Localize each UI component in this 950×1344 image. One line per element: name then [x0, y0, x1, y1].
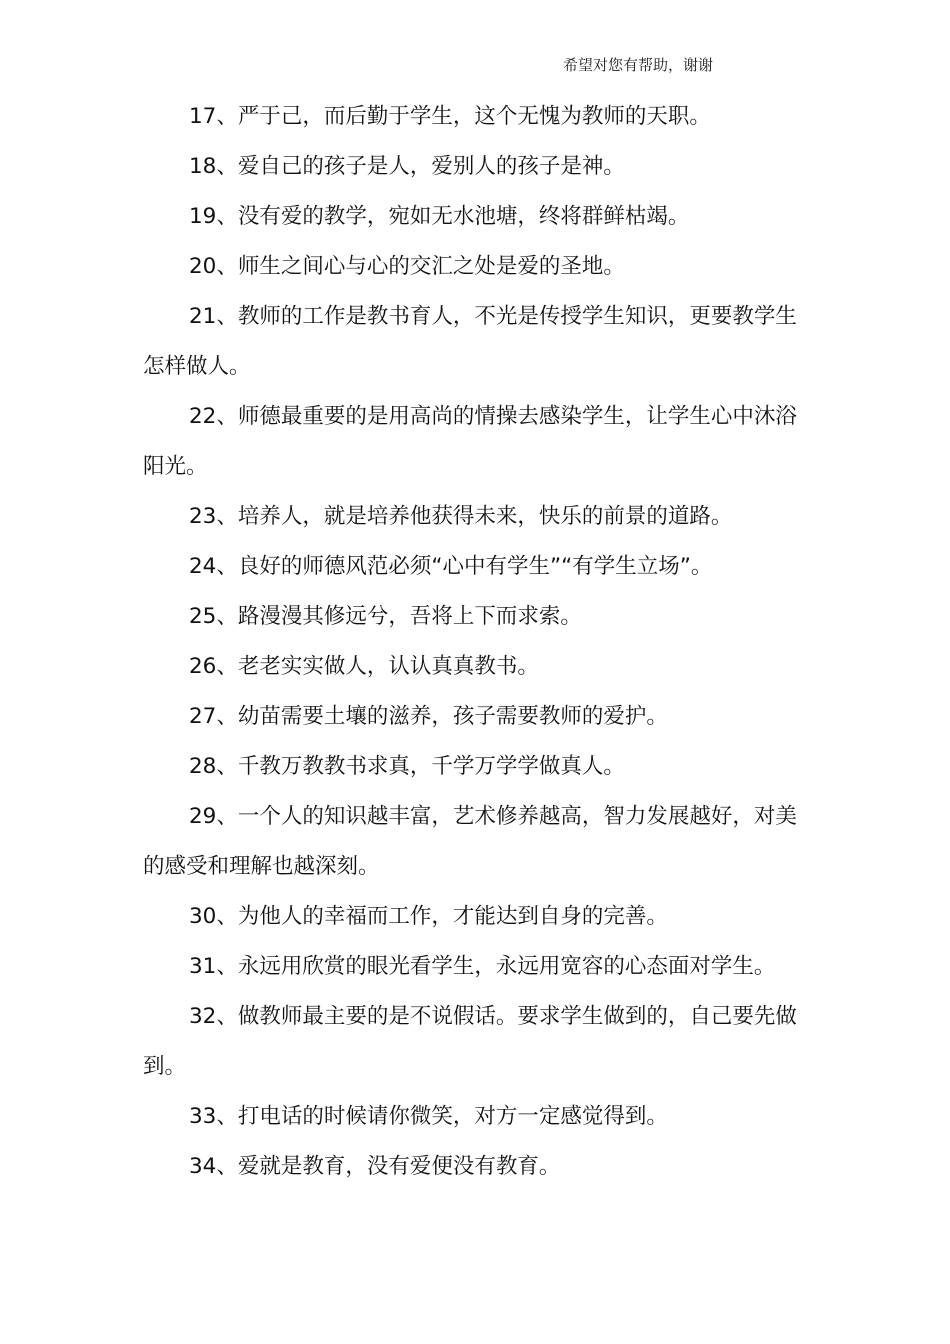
quote-paragraph: 23、培养人，就是培养他获得未来，快乐的前景的道路。 [189, 504, 733, 529]
quote-paragraph: 21、教师的工作是教书育人，不光是传授学生知识，更要教学生怎样做人。 [143, 304, 797, 379]
quote-paragraph: 27、幼苗需要土壤的滋养，孩子需要教师的爱护。 [189, 704, 668, 729]
quote-paragraph: 20、师生之间心与心的交汇之处是爱的圣地。 [189, 254, 625, 279]
quote-paragraph: 26、老老实实做人，认认真真教书。 [189, 654, 539, 679]
quote-list [143, 92, 803, 1192]
quote-paragraph: 28、千教万教教书求真，千学万学学做真人。 [189, 754, 625, 779]
quote-paragraph: 33、打电话的时候请你微笑，对方一定感觉得到。 [189, 1104, 668, 1129]
quote-paragraph: 22、师德最重要的是用高尚的情操去感染学生，让学生心中沐浴阳光。 [143, 404, 797, 479]
quote-paragraph: 29、一个人的知识越丰富，艺术修养越高，智力发展越好，对美的感受和理解也越深刻。 [143, 804, 797, 879]
page-header: 希望对您有帮助，谢谢 [563, 56, 714, 74]
quote-paragraph: 17、严于己，而后勤于学生，这个无愧为教师的天职。 [189, 104, 711, 129]
quote-paragraph: 31、永远用欣赏的眼光看学生，永远用宽容的心态面对学生。 [189, 954, 776, 979]
quote-paragraph: 30、为他人的幸福而工作，才能达到自身的完善。 [189, 904, 668, 929]
quote-paragraph: 24、良好的师德风范必须“心中有学生”“有学生立场”。 [189, 554, 713, 579]
quote-paragraph: 32、做教师最主要的是不说假话。要求学生做到的，自己要先做到。 [143, 1004, 797, 1079]
quote-paragraph: 18、爱自己的孩子是人，爱别人的孩子是神。 [189, 154, 625, 179]
quote-paragraph: 19、没有爱的教学，宛如无水池塘，终将群鲜枯竭。 [189, 204, 690, 229]
quote-paragraph: 25、路漫漫其修远兮，吾将上下而求索。 [189, 604, 582, 629]
quote-paragraph: 34、爱就是教育，没有爱便没有教育。 [189, 1154, 561, 1179]
